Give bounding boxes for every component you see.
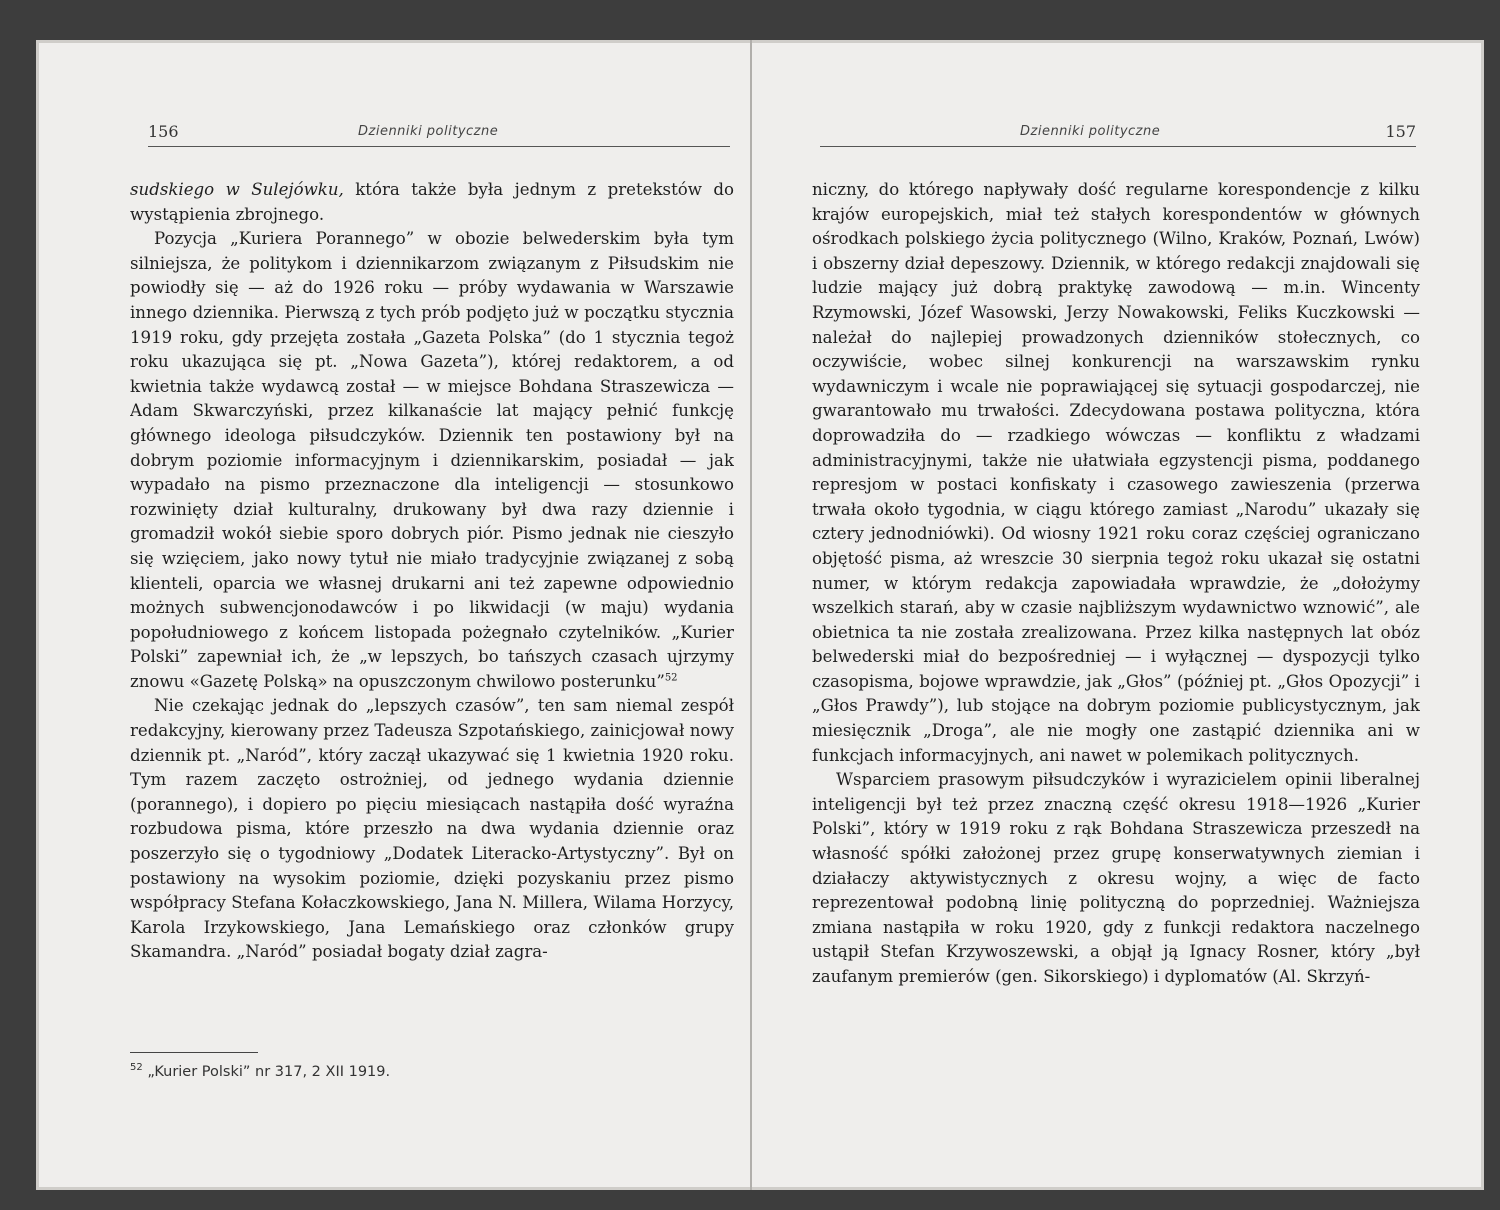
- left-running-head: Dzienniki polityczne: [358, 124, 499, 139]
- paragraph: [812, 178, 1420, 768]
- footnote: [130, 1062, 730, 1080]
- paragraph: [130, 694, 734, 965]
- open-book: [36, 40, 1484, 1190]
- italic-lead: sudskiego w Sulejówku,: [130, 180, 344, 199]
- paragraph-text: Pozycja „Kuriera Porannego” w obozie belwederskim była tym silniejsza, że politykom i dziennikarzom związanym z Piłsudskim nie powiodły się — aż do 1926 roku — próby wydawania w Warszawie innego dziennika. Pierwszą z tych prób podjęto już w początku stycznia 1919 roku, gdy przejęta została „Gazeta Polska” (do 1 stycznia tegoż roku ukazująca się pt. „Nowa Gazeta”), której redaktorem, a od kwietnia także wydawcą został — w miejsce Bohdana Straszewicza — Adam Skwarczyński, przez kilkanaście lat mający pełnić funkcję głównego ideologa piłsudczyków. Dziennik ten postawiony był na dobrym poziomie informacyjnym i dziennikarskim, posiadał — jak wypadało na pismo przeznaczone dla inteligencji — stosunkowo rozwinięty dział kulturalny, drukowany był dwa razy dziennie i gromadził wokół siebie sporo dobrych piór. Pismo jednak nie cieszyło się wzięciem, jako nowy tytuł nie miało tradycyjnie związanej z sobą klienteli, oparcia we własnej drukarni ani też zapewne odpowiednio możnych subwencjonodawców i po likwidacji (w maju) wydania popołudniowego z końcem listopada pożegnało czytelników. „Kurier Polski” zapewniał ich, że „w lepszych, bo tańszych czasach ujrzymy znowu «Gazetę Polską» na opuszczonym chwilowo posterunku”: [130, 229, 734, 691]
- paragraph: [130, 178, 734, 227]
- left-header-rule: [148, 146, 730, 147]
- paragraph-text: która także była jednym z pretekstów do wystąpienia zbrojnego.: [130, 180, 734, 224]
- right-page: [752, 40, 1484, 1190]
- footnote-reference[interactable]: 52: [664, 672, 678, 684]
- right-header-rule: [820, 146, 1416, 147]
- paragraph: [812, 768, 1420, 989]
- right-page-body: [812, 178, 1420, 1123]
- left-page-header: [148, 122, 730, 144]
- right-running-head: Dzienniki polityczne: [1020, 124, 1161, 139]
- paragraph-text: Wsparciem prasowym piłsudczyków i wyrazicielem opinii liberalnej inteligencji był też przez znaczną część okresu 1918—1926 „Kurier Polski”, który w 1919 roku z rąk Bohdana Straszewicza przeszedł na własność spółki założonej przez grupę konserwatywnych ziemian i działaczy aktywistycznych z okresu wojny, a więc de facto reprezentował podobną linię polityczną do poprzedniej. Ważniejsza zmiana nastąpiła w roku 1920, gdy z funkcji redaktora naczelnego ustąpił Stefan Krzywoszewski, a objął ją Ignacy Rosner, który „był zaufanym premierów (gen. Sikorskiego) i dyplomatów (Al. Skrzyń-: [812, 770, 1420, 986]
- footnote-text: „Kurier Polski” nr 317, 2 XII 1919.: [147, 1063, 391, 1080]
- left-page: [36, 40, 750, 1190]
- paragraph-text: niczny, do którego napływały dość regularne korespondencje z kilku krajów europejskich, miał też stałych korespondentów w głównych ośrodkach polskiego życia politycznego (Wilno, Kraków, Poznań, Lwów) i obszerny dział depeszowy. Dziennik, w którego redakcji znajdowali się ludzie mający już dobrą praktykę zawodową — m.in. Wincenty Rzymowski, Józef Wasowski, Jerzy Nowakowski, Feliks Kuczkowski — należał do najlepiej prowadzonych dzienników stołecznych, co oczywiście, wobec silnej konkurencji na warszawskim rynku wydawniczym i wcale nie poprawiającej się sytuacji gospodarczej, nie gwarantowało mu trwałości. Zdecydowana postawa polityczna, która doprowadziła do — rzadkiego wówczas — konfliktu z władzami administracyjnymi, także nie ułatwiała egzystencji pisma, poddanego represjom w postaci konfiskaty i czasowego zawieszenia (przerwa trwała około tygodnia, w ciągu którego zamiast „Narodu” ukazały się cztery jednodniówki). Od wiosny 1921 roku coraz częściej ograniczano objętość pisma, aż wreszcie 30 sierpnia tegoż roku ukazał się ostatni numer, w którym redakcja zapowiadała wprawdzie, że „dołożymy wszelkich starań, aby w czasie najbliższym wydawnictwo wznowić”, ale obietnica ta nie została zrealizowana. Przez kilka następnych lat obóz belwederski miał do bezpośredniej — i wyłącznej — dyspozycji tylko czasopisma, bojowe wprawdzie, jak „Głos” (później pt. „Głos Opozycji” i „Głos Prawdy”), lub stojące na dobrym poziomie publicystycznym, jak miesięcznik „Droga”, ale nie mogły one zastąpić dziennika ani w funkcjach informacyjnych, ani nawet w polemikach politycznych.: [812, 180, 1420, 765]
- right-page-header: [820, 122, 1416, 144]
- footnote-rule: [130, 1052, 258, 1053]
- left-page-body: [130, 178, 734, 1028]
- paragraph-text: Nie czekając jednak do „lepszych czasów”, ten sam niemal zespół redakcyjny, kierowany przez Tadeusza Szpotańskiego, zainicjował nowy dziennik pt. „Naród”, który zaczął ukazywać się 1 kwietnia 1920 roku. Tym razem zaczęto ostrożniej, od jednego wydania dziennie (porannego), i dopiero po pięciu miesiącach nastąpiła dość wyraźna rozbudowa pisma, które przeszło na dwa wydania dziennie oraz poszerzyło się o tygodniowy „Dodatek Literacko-Artystyczny”. Był on postawiony na wysokim poziomie, dzięki pozyskaniu przez pismo współpracy Stefana Kołaczkowskiego, Jana N. Millera, Wilama Horzycy, Karola Irzykowskiego, Jana Lemańskiego oraz członków grupy Skamandra. „Naród” posiadał bogaty dział zagra-: [130, 696, 734, 962]
- footnote-number: 52: [130, 1062, 143, 1073]
- left-page-number: 156: [148, 122, 179, 141]
- paragraph: [130, 227, 734, 694]
- right-page-number: 157: [1385, 122, 1416, 141]
